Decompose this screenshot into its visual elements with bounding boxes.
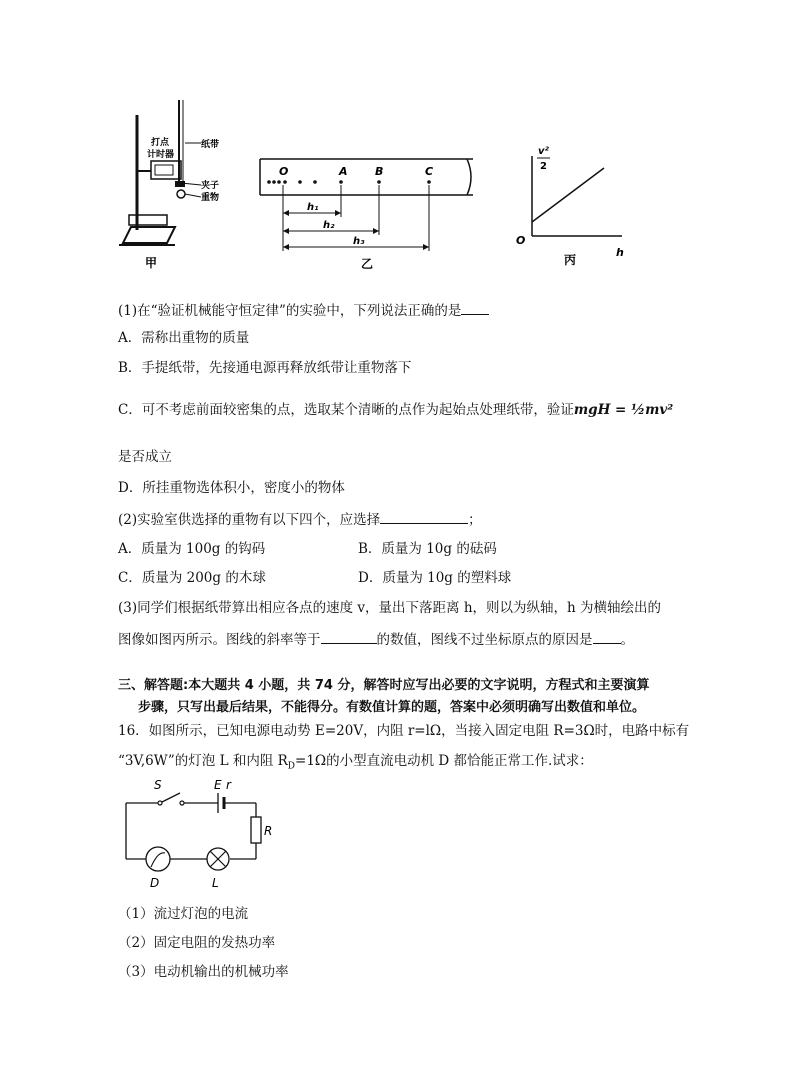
q16-line2 — [118, 752, 593, 776]
q15-p2-option-d: D．质量为 10g 的塑料球 — [358, 570, 512, 586]
figure-bing-graph — [510, 138, 630, 270]
figure-yi-tape — [255, 155, 480, 270]
answer-blank-2[interactable] — [380, 509, 468, 524]
answer-blank-3[interactable] — [321, 629, 377, 644]
q15-part3-line2 — [118, 629, 634, 649]
circuit-diagram — [118, 775, 278, 895]
q15-p2-option-a: A．质量为 100g 的钩码 — [118, 541, 266, 557]
q16-sub1: （1）流过灯泡的电流 — [118, 906, 249, 922]
q15-part3-line2b: 的数值，图线不过坐标原点的原因是 — [376, 632, 593, 648]
answer-blank-4[interactable] — [593, 629, 621, 644]
q15-part1-text: (1)在“验证机械能守恒定律”的实验中，下列说法正确的是 — [118, 303, 462, 319]
point-a: A — [339, 165, 348, 178]
origin-o: O — [516, 234, 526, 247]
label-clip: 夹子 — [201, 181, 220, 191]
q15-part1 — [118, 300, 489, 320]
distance-h3: h₃ — [353, 236, 365, 247]
formula-energy: mgH = ½mv² — [573, 402, 674, 418]
q15-option-c-text: C．可不考虑前面较密集的点，选取某个清晰的点作为起始点处理纸带，验证 — [118, 402, 574, 418]
distance-h1: h₁ — [307, 202, 319, 213]
q15-p2-option-c: C．质量为 200g 的木球 — [118, 570, 266, 586]
point-b: B — [375, 165, 384, 178]
q15-part3-line2a: 图像如图丙所示。图线的斜率等于 — [118, 632, 321, 648]
section3-heading-line2: 步骤，只写出最后结果，不能得分。有数值计算的题，答案中必须明确写出数值和单位。 — [138, 700, 646, 715]
label-lamp-l: L — [212, 876, 219, 890]
caption-bing: 丙 — [564, 253, 577, 267]
label-tape: 纸带 — [201, 140, 220, 150]
q15-part3-line1: (3)同学们根据纸带算出相应各点的速度 v，量出下落距离 h，则以为纵轴，h 为横轴绘出的 — [118, 600, 662, 616]
q15-part2-row2 — [118, 569, 678, 587]
label-timer-2: 计时器 — [147, 150, 175, 160]
q15-part2-row1 — [118, 540, 678, 558]
q15-part2-text: (2)实验室供选择的重物有以下四个，应选择 — [118, 512, 381, 528]
q15-part2 — [118, 509, 482, 529]
section3-heading-line1: 三、解答题:本大题共 4 小题，共 74 分，解答时应写出必要的文字说明，方程式和主要演算 — [118, 678, 650, 693]
label-emf-e: E — [214, 778, 222, 792]
q16-sub3: （3）电动机输出的机械功率 — [118, 964, 289, 980]
figure-jia-apparatus — [115, 95, 225, 270]
q16-line1: 16．如图所示，已知电源电动势 E=20V，内阻 r=lΩ，当接入固定电阻 R=3Ω时，电路中标有 — [118, 723, 690, 739]
q15-option-a: A．需称出重物的质量 — [118, 330, 250, 346]
x-label-h: h — [616, 246, 624, 259]
q15-p2-option-b: B．质量为 10g 的砝码 — [358, 541, 497, 557]
q16-sub2: （2）固定电阻的发热功率 — [118, 935, 276, 951]
y-label-den: 2 — [540, 161, 547, 172]
label-internal-r: r — [226, 778, 231, 792]
q16-line2b: =1Ω的小型直流电动机 D 都恰能正常工作.试求： — [295, 753, 593, 769]
label-resistor-r: R — [264, 824, 273, 838]
label-motor-d: D — [150, 876, 160, 890]
point-o: O — [279, 165, 289, 178]
q15-part2-end: ； — [468, 512, 482, 528]
label-switch-s: S — [154, 778, 162, 792]
point-c: C — [425, 165, 434, 178]
y-label-num: v² — [538, 146, 549, 157]
label-timer: 打点 — [151, 138, 170, 148]
label-weight: 重物 — [201, 193, 220, 203]
distance-h2: h₂ — [323, 220, 335, 231]
caption-yi: 乙 — [361, 257, 374, 270]
caption-jia: 甲 — [145, 256, 158, 270]
q16-line2-sub: D — [287, 761, 296, 772]
q15-option-c — [118, 401, 673, 419]
q16-line2a: “3V,6W”的灯泡 L 和内阻 R — [118, 753, 288, 769]
q15-part3-line2c: 。 — [620, 632, 634, 648]
q15-option-b: B．手提纸带，先接通电源再释放纸带让重物落下 — [118, 360, 412, 376]
answer-blank-1[interactable] — [461, 300, 489, 315]
q15-option-c-cont: 是否成立 — [118, 449, 172, 465]
q15-option-d: D．所挂重物选体积小，密度小的物体 — [118, 480, 345, 496]
